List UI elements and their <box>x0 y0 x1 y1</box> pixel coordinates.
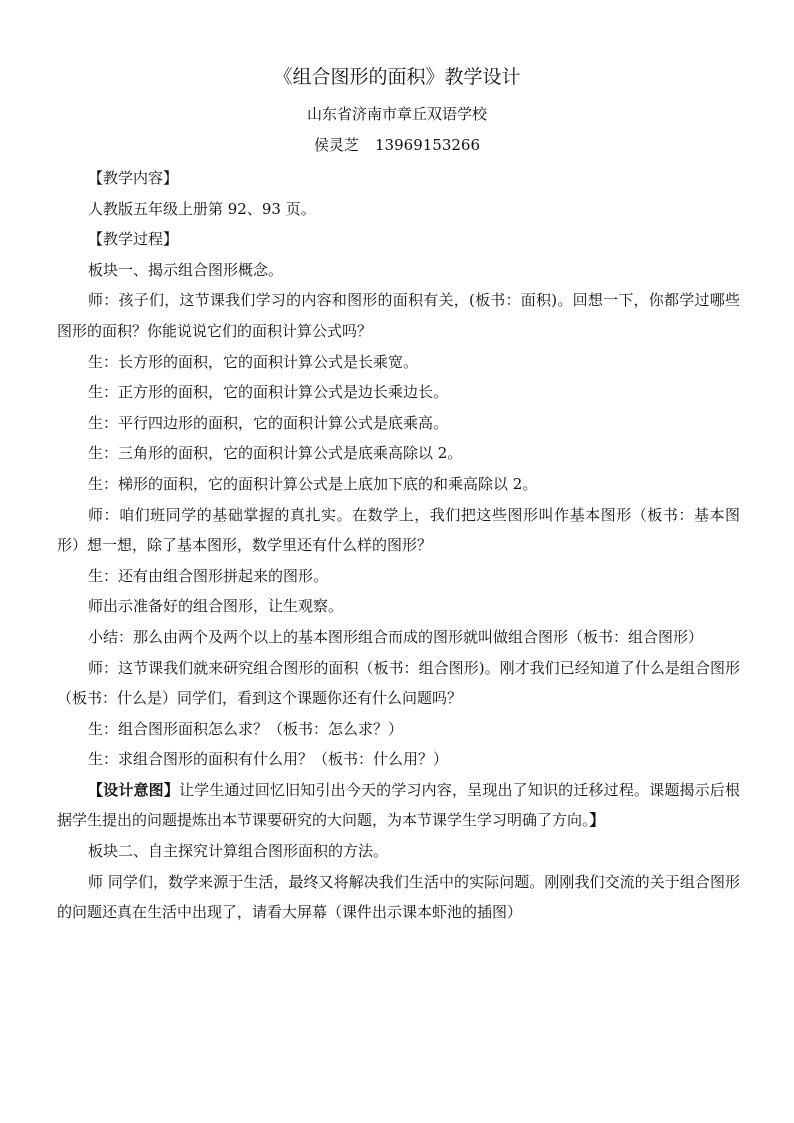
author-line <box>0 134 794 156</box>
paragraph: 生：还有由组合图形拼起来的图形。 <box>88 566 329 585</box>
author-name: 侯灵芝 <box>314 136 360 154</box>
paragraph: 师：这节课我们就来研究组合图形的面积（板书：组合图形)。刚才我们已经知道了什么是组合图形（板书：什么是）同学们，看到这个课题你还有什么问题吗？ <box>57 658 740 708</box>
paragraph: 生：梯形的面积，它的面积计算公式是上底加下底的和乘高除以 2。 <box>88 474 538 493</box>
section-heading-content: 【教学内容】 <box>88 169 179 187</box>
document-body <box>57 163 740 928</box>
block-heading-1: 板块一、揭示组合图形概念。 <box>88 260 284 279</box>
paragraph: 生：组合图形面积怎么求？（板书：怎么求？） <box>88 719 404 738</box>
paragraph: 生：平行四边形的面积，它的面积计算公式是底乘高。 <box>88 413 449 432</box>
paragraph-summary: 小结：那么由两个及两个以上的基本图形组合而成的图形就叫做组合图形（板书：组合图形） <box>88 627 704 646</box>
design-intent-end: 】 <box>589 811 605 830</box>
section-heading-process: 【教学过程】 <box>88 230 179 249</box>
design-intent-label: 【设计意图】 <box>88 780 179 799</box>
author-phone: 13969153266 <box>375 136 480 154</box>
block-heading-2: 板块二、自主探究计算组合图形面积的方法。 <box>88 842 389 861</box>
school-name: 山东省济南市章丘双语学校 <box>306 105 487 123</box>
paragraph: 生：求组合图形的面积有什么用？（板书：什么用？） <box>88 750 449 769</box>
paragraph: 师：孩子们，这节课我们学习的内容和图形的面积有关，(板书：面积)。回想一下，你都学过哪些图形的面积？你能说说它们的面积计算公式吗？ <box>57 291 740 340</box>
paragraph: 人教版五年级上册第 92、93 页。 <box>88 199 316 218</box>
paragraph: 生：长方形的面积，它的面积计算公式是长乘宽。 <box>88 352 419 371</box>
document-title: 《组合图形的面积》教学设计 <box>273 66 521 88</box>
paragraph: 师 同学们，数学来源于生活，最终又将解决我们生活中的实际问题。刚刚我们交流的关于组合图形的问题还真在生活中出现了，请看大屏幕（课件出示课本虾池的插图） <box>57 872 740 922</box>
paragraph: 生：三角形的面积，它的面积计算公式是底乘高除以 2。 <box>88 444 463 463</box>
paragraph: 生：正方形的面积，它的面积计算公式是边长乘边长。 <box>88 383 449 402</box>
design-intent-text: 让学生通过回忆旧知引出今天的学习内容，呈现出了知识的迁移过程。课题揭示后根据学生提出的问题提炼出本节课要研究的大问题，为本节课学生学习明确了方向。 <box>57 780 740 830</box>
paragraph: 师：咱们班同学的基础掌握的真扎实。在数学上，我们把这些图形叫作基本图形（板书：基本图形）想一想，除了基本图形，数学里还有什么样的图形？ <box>57 505 740 555</box>
paragraph: 师出示准备好的组合图形，让生观察。 <box>88 597 344 616</box>
design-intent-paragraph <box>57 775 740 836</box>
